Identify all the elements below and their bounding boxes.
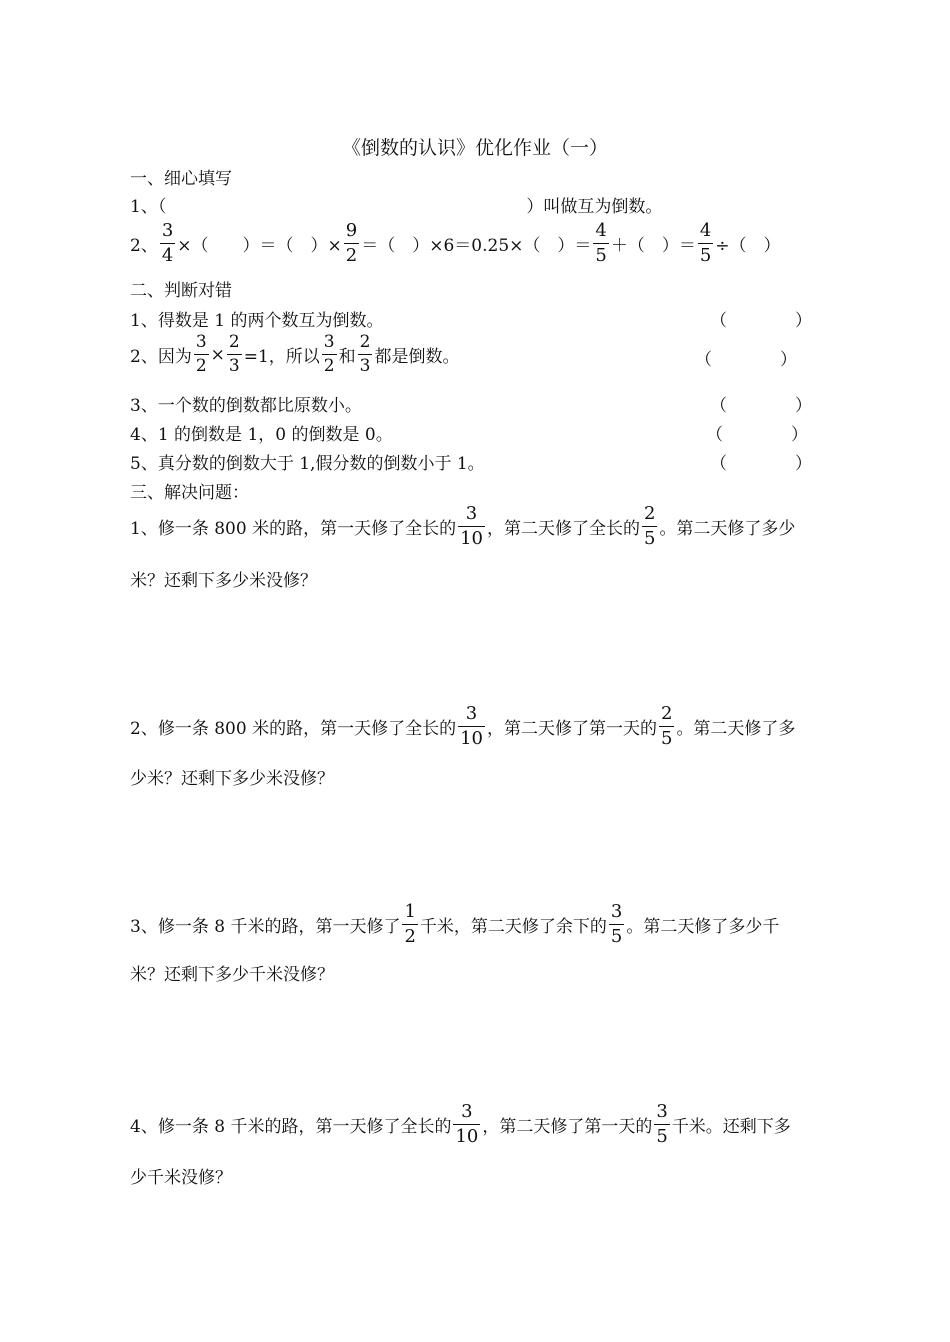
judge-2-text-d: 和	[338, 347, 356, 367]
judge-item-1: 1、得数是 1 的两个数互为倒数。	[130, 311, 384, 331]
fill-q1-suffix: ）叫做互为倒数。	[526, 197, 663, 217]
fraction: $\frac{4}{5}$	[595, 220, 607, 266]
problem-1-line2: 米？还剩下多少米没修？	[130, 571, 317, 591]
fill-q1-prefix: 1、（	[130, 197, 167, 217]
judge-answer-3[interactable]: （ ）	[710, 396, 812, 416]
judge-item-5: 5、真分数的倒数大于 1,假分数的倒数小于 1。	[130, 454, 485, 474]
fraction: $\frac{3}{2}$	[323, 332, 335, 376]
problem-2-line2: 少米？还剩下多少米没修？	[130, 769, 334, 789]
problem-4-text-b: ，第二天修了第一天的	[482, 1117, 653, 1137]
problem-2-text-b: ，第二天修了第一天的	[486, 719, 657, 739]
fraction: $\frac{3}{10}$	[460, 703, 483, 749]
problem-4	[130, 1103, 791, 1146]
judge-2-text-e: 都是倒数。	[374, 347, 460, 367]
fill-question-2	[130, 222, 781, 265]
judge-item-2	[130, 334, 459, 375]
fraction: $\frac{2}{3}$	[359, 332, 371, 376]
fill-q2-prefix: 2、	[130, 236, 158, 256]
fill-q2-text-3: ＋（ ）＝	[610, 236, 696, 256]
fraction: $\frac{9}{2}$	[345, 220, 358, 266]
fraction: $\frac{2}{5}$	[660, 703, 673, 749]
fill-question-1	[130, 192, 830, 217]
problem-4-text-c: 千米。还剩下多	[671, 1117, 791, 1137]
problem-2-text-a: 2、修一条 800 米的路，第一天修了全长的	[130, 719, 457, 739]
fill-q2-text-1: ×（ ）＝（ ）×	[177, 236, 342, 256]
problem-1-text-a: 1、修一条 800 米的路，第一天修了全长的	[130, 519, 457, 539]
problem-1	[130, 505, 795, 548]
fraction: $\frac{2}{3}$	[228, 332, 240, 376]
problem-4-text-a: 4、修一条 8 千米的路，第一天修了全长的	[130, 1117, 452, 1137]
judge-2-text-c: =1，所以	[243, 347, 320, 367]
fill-q2-text-2: ＝（ ）×6＝0.25×（ ）＝	[361, 236, 592, 256]
fraction: $\frac{3}{5}$	[610, 901, 623, 947]
fraction: $\frac{3}{10}$	[455, 1101, 479, 1147]
section2-heading: 二、判断对错	[130, 281, 232, 301]
problem-3	[130, 903, 779, 946]
problem-3-text-c: 。第二天修了多少千	[626, 917, 780, 937]
problem-1-text-b: ，第二天修了全长的	[486, 519, 640, 539]
judge-answer-1[interactable]: （ ）	[710, 311, 812, 331]
judge-answer-5[interactable]: （ ）	[710, 454, 812, 474]
fraction: $\frac{3}{5}$	[656, 1101, 668, 1147]
fraction: $\frac{2}{5}$	[643, 503, 656, 549]
problem-2	[130, 705, 795, 748]
judge-item-3: 3、一个数的倒数都比原数小。	[130, 396, 362, 416]
problem-3-line2: 米？还剩下多少千米没修？	[130, 965, 334, 985]
judge-item-4: 4、1 的倒数是 1，0 的倒数是 0。	[130, 425, 393, 445]
page-title: 《倒数的认识》优化作业（一）	[341, 137, 608, 159]
fill-q2-text-4: ÷（ ）	[715, 236, 781, 256]
problem-2-text-c: 。第二天修了多	[676, 719, 796, 739]
fraction: $\frac{3}{4}$	[161, 220, 174, 266]
judge-answer-4[interactable]: （ ）	[706, 425, 808, 445]
problem-1-text-c: 。第二天修了多少	[659, 519, 796, 539]
judge-2-text-a: 2、因为	[130, 347, 192, 367]
section1-heading: 一、细心填写	[130, 169, 232, 189]
judge-2-text-b: ×	[210, 344, 225, 365]
problem-3-text-b: 千米，第二天修了余下的	[419, 917, 607, 937]
problem-4-line2: 少千米没修？	[130, 1168, 232, 1188]
problem-3-text-a: 3、修一条 8 千米的路，第一天修了	[130, 917, 401, 937]
section3-heading: 三、解决问题：	[130, 483, 249, 503]
fraction: $\frac{1}{2}$	[404, 901, 416, 947]
judge-answer-2[interactable]: （ ）	[695, 350, 797, 370]
fraction: $\frac{3}{2}$	[195, 332, 207, 376]
fraction: $\frac{4}{5}$	[699, 220, 712, 266]
fraction: $\frac{3}{10}$	[460, 503, 483, 549]
